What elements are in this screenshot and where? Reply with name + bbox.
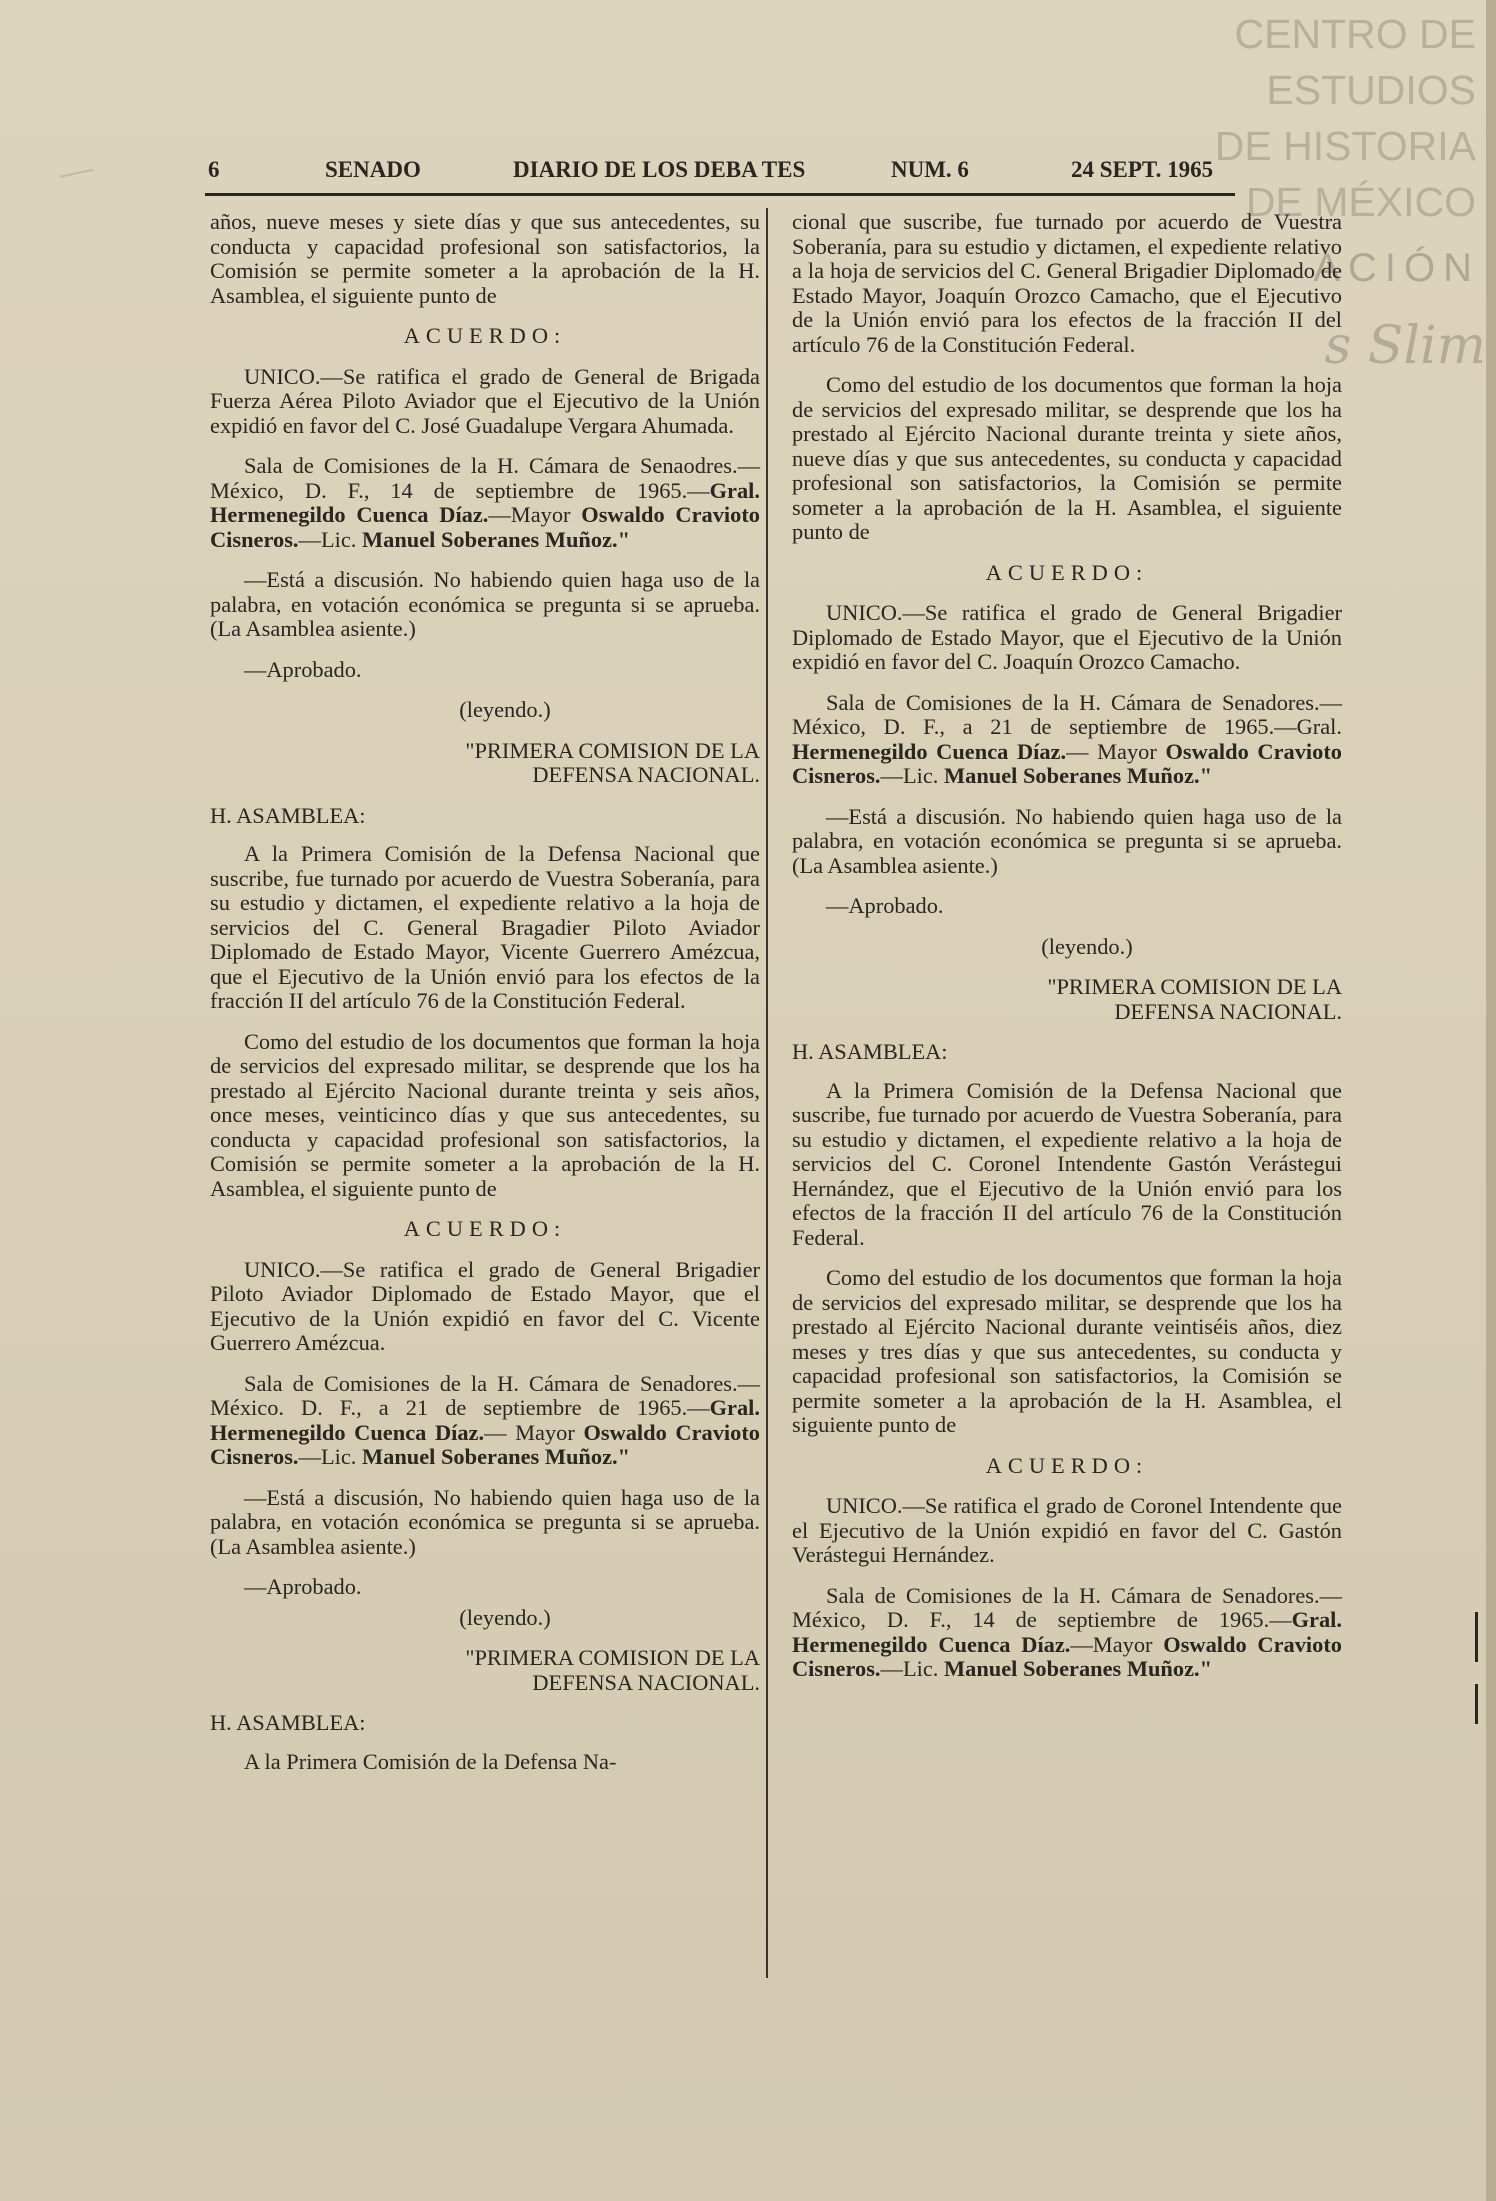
archive-watermark [1146,6,1476,230]
sala-text: —Lic. [880,1656,944,1681]
commission-line: DEFENSA NACIONAL. [532,1669,760,1695]
watermark-line: ESTUDIOS [1266,67,1476,113]
sala-text: —Mayor [488,502,582,527]
pencil-mark [60,169,98,200]
watermark-line: DE HISTORIA [1214,123,1476,169]
commission-heading [792,975,1342,1024]
signatures [210,1372,760,1470]
sala-text: — Mayor [1066,738,1166,764]
commission-heading [210,739,760,788]
paragraph: cional que suscribe, fue turnado por acuerdo de Vuestra Soberanía, para su estudio y dictamen, el expediente relativo a la hoja de servicios del C. General Brigadier Diplomado de Estado Mayor, Joaquín Orozco Camacho, que el Ejecutivo de la Unión envió para los efectos de la fracción II del artículo 76 de la Constitución Federal. [792,209,1342,357]
resolution: UNICO.—Se ratifica el grado de Coronel Intendente que el Ejecutivo de la Unión expidió en favor del C. Gastón Verástegui Hernández. [792,1493,1342,1567]
page-header [205,153,1235,196]
discussion: —Está a discusión. No habiendo quien haga uso de la palabra, en votación económica se pregunta si se aprueba. (La Asamblea asiente.) [792,803,1342,878]
sala-text: —Lic. [298,526,362,552]
signer: Gral. Hermenegildo Cuenca Díaz. [210,1395,760,1445]
approved: —Aprobado. [244,1574,362,1599]
commission-line: DEFENSA NACIONAL. [1114,998,1342,1024]
paragraph: A la Primera Comisión de la Defensa Na- [244,1748,617,1774]
commission-line: "PRIMERA COMISION DE LA [465,1645,760,1670]
sala-text: Sala de Comisiones de la H. Cámara de Senaodres.—México, D. F., 14 de septiembre de 1965.— [210,453,760,503]
signer: Gral. Hermenegildo Cuenca Díaz. [792,1607,1342,1657]
signer: Manuel Soberanes Muñoz." [943,763,1213,788]
paragraph: A la Primera Comisión de la Defensa Nacional que suscribe, fue turnado por acuerdo de Vuestra Soberanía, para su estudio y dictamen, el expediente relativo a la hoja de servicios del C. General Bragadier Piloto Aviador Diplomado de Estado Mayor, Vicente Guerrero Amézcua, que el Ejecutivo de la Unión envió para los efectos de la fracción II del artículo 76 de la Constitución Federal. [210,841,760,1013]
signer: Manuel Soberanes Muñoz." [361,526,631,552]
watermark-line: CENTRO DE [1234,11,1476,57]
signer: Hermenegildo Cuenca Díaz. [792,738,1067,764]
paragraph: A la Primera Comisión de la Defensa Nacional que suscribe, fue turnado por acuerdo de Vuestra Soberanía, para su estudio y dictamen, el expediente relativo a la hoja de servicios del C. Coronel Intendente Gastón Verástegui Hernández, que el Ejecutivo de la Unión envió para los efectos de la fracción II del artículo 76 de la Constitución Federal. [792,1077,1342,1250]
paragraph: Como del estudio de los documentos que forman la hoja de servicios del expresado militar, se desprende que los ha prestado al Ejército Nacional durante treinta y seis años, once meses, veinticinco días y que sus antecedentes, su conducta y capacidad profesional son satisfactorios, la Comisión se permite someter a la aprobación de la H. Asamblea, el siguiente punto de [210,1028,760,1201]
assembly-heading: H. ASAMBLEA: [210,1710,366,1735]
resolution: UNICO.—Se ratifica el grado de General Brigadier Piloto Aviador Diplomado de Estado Mayor, que el Ejecutivo de la Unión expidió en favor del C. Vicente Guerrero Amézcua. [210,1256,760,1355]
reading-note: (leyendo.) [459,697,551,722]
signatures [210,454,760,552]
watermark-line: DE MÉXICO [1245,179,1476,225]
header-publication: DIARIO DE LOS DEBA TES [513,157,806,182]
commission-line: "PRIMERA COMISION DE LA [1047,974,1342,999]
sala-text: —Mayor [1070,1631,1164,1657]
column-divider [766,208,768,1978]
left-column [210,210,760,1790]
sala-text: Sala de Comisiones de la H. Cámara de Senadores.—México, D. F., a 21 de septiembre de 1965.—Gral. [792,689,1342,739]
discussion: —Está a discusión, No habiendo quien haga uso de la palabra, en votación económica se pregunta si se aprueba. (La Asamblea asiente.) [210,1484,760,1559]
header-section: SENADO [325,157,421,182]
sala-text: —Lic. [298,1444,362,1469]
assembly-heading: H. ASAMBLEA: [792,1039,948,1064]
reading-note: (leyendo.) [459,1604,551,1630]
signer: Manuel Soberanes Muñoz." [361,1444,631,1469]
approved: —Aprobado. [826,893,944,918]
acuerdo-heading: ACUERDO: [403,323,567,348]
sala-text: — Mayor [484,1419,584,1445]
page-number: 6 [208,157,220,182]
watermark-signature: s Slim [1324,316,1486,376]
commission-line: "PRIMERA COMISION DE LA [465,737,760,763]
header-number: NUM. 6 [891,157,969,182]
paragraph: Como del estudio de los documentos que forman la hoja de servicios del expresado militar, se desprende que los ha prestado al Ejército Nacional durante treinta y siete años, nueve días y que sus antecedentes, su conducta y capacidad profesional son satisfactorios, la Comisión se permite someter a la aprobación de la H. Asamblea, el siguiente punto de [792,372,1342,544]
page-edge [1486,0,1496,2201]
signatures [792,691,1342,789]
assembly-heading: H. ASAMBLEA: [210,802,366,828]
commission-heading [210,1646,760,1695]
acuerdo-heading: ACUERDO: [985,1452,1149,1478]
acuerdo-heading: ACUERDO: [985,559,1149,585]
right-column [792,210,1342,1698]
signer: Oswaldo Cravioto Cisneros. [792,1631,1342,1681]
sala-text: Sala de Comisiones de la H. Cámara de Senadores.—México, D. F., 14 de septiembre de 1965.— [792,1582,1342,1632]
acuerdo-heading: ACUERDO: [403,1216,567,1241]
commission-line: DEFENSA NACIONAL. [532,762,760,787]
signer: Oswaldo Cravioto Cisneros. [210,502,760,552]
paragraph: años, nueve meses y siete días y que sus antecedentes, su conducta y capacidad profesional son satisfactorios, la Comisión se permite someter a la aprobación de la H. Asamblea, el siguiente punto de [210,209,760,308]
paragraph: Como del estudio de los documentos que forman la hoja de servicios del expresado militar, se desprende que los ha prestado al Ejército Nacional durante veintiséis años, diez meses y tres días y que sus antecedentes, su conducta y capacidad profesional son satisfactorios, la Comisión se permite someter a la aprobación de la H. Asamblea, el siguiente punto de [792,1265,1342,1437]
approved: —Aprobado. [244,656,362,682]
header-date: 24 SEPT. 1965 [1071,157,1214,182]
binding-mark [1475,1684,1478,1724]
resolution: UNICO.—Se ratifica el grado de General de Brigada Fuerza Aérea Piloto Aviador que el Ejecutivo de la Unión expidió en favor del C. José Guadalupe Vergara Ahumada. [210,363,760,438]
signer: Oswaldo Cravioto Cisneros. [210,1419,760,1469]
discussion: —Está a discusión. No habiendo quien haga uso de la palabra, en votación económica se pregunta si se aprueba. (La Asamblea asiente.) [210,567,760,641]
signer: Manuel Soberanes Muñoz." [943,1656,1213,1681]
watermark-fundacion: ACIÓN [1313,246,1480,290]
signer: Oswaldo Cravioto Cisneros. [792,738,1342,788]
resolution: UNICO.—Se ratifica el grado de General Brigadier Diplomado de Estado Mayor, que el Ejecutivo de la Unión expidió en favor del C. Joaquín Orozco Camacho. [792,600,1342,674]
sala-text: —Lic. [880,763,944,788]
reading-note: (leyendo.) [1041,933,1133,959]
signer: Gral. Hermenegildo Cuenca Díaz. [210,477,760,527]
sala-text: Sala de Comisiones de la H. Cámara de Senadores.—México. D. F., a 21 de septiembre de 1965.— [210,1370,760,1420]
signatures [792,1584,1342,1682]
binding-mark [1475,1612,1478,1662]
